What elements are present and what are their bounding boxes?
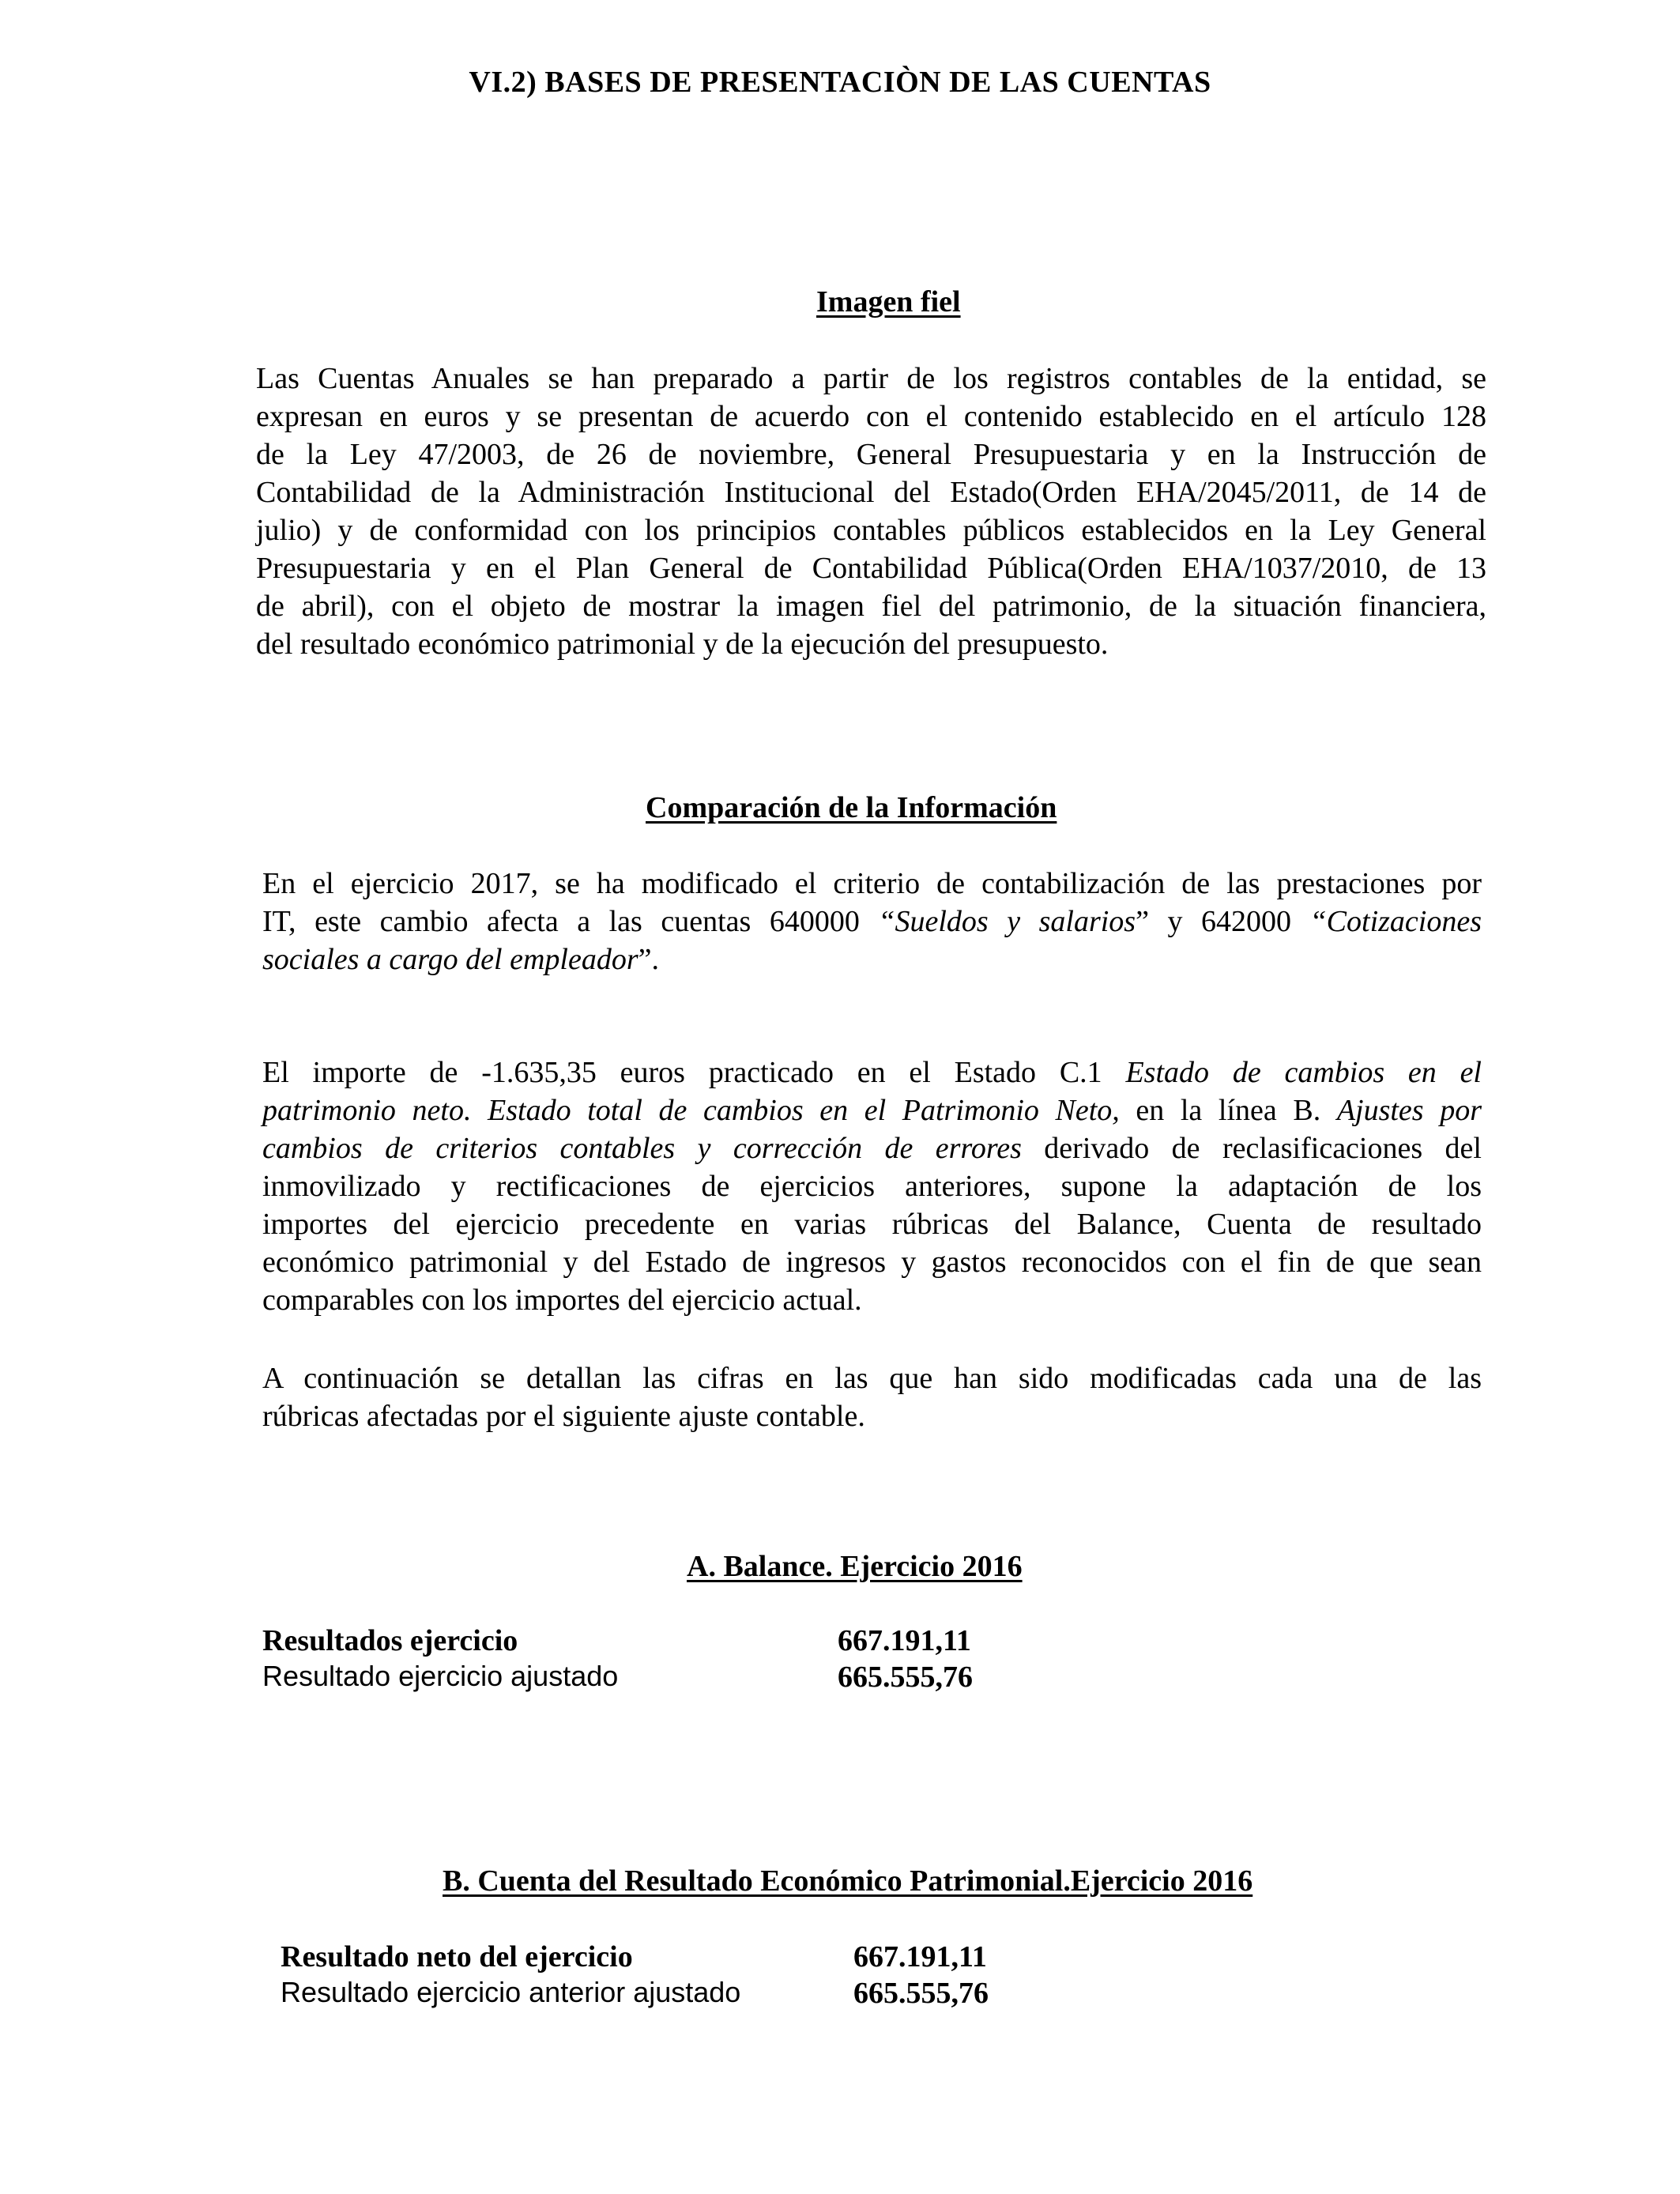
row-value: 665.555,76: [838, 1661, 973, 1694]
text-run-italic: Ajustes por: [1336, 1094, 1482, 1127]
paragraph-line: [262, 1054, 1482, 1091]
section-heading-comparacion: Comparación de la Información: [646, 791, 1057, 824]
text-run: ”.: [638, 943, 659, 976]
text-run-italic: sociales a cargo del empleador: [262, 943, 638, 976]
paragraph-line: Contabilidad de la Administración Institucional del Estado(Orden EHA/2045/2011, de 14 de: [256, 476, 1486, 509]
imagen-fiel-paragraph: [256, 360, 1486, 663]
comparacion-paragraph-3: [262, 1359, 1482, 1435]
paragraph-line: Las Cuentas Anuales se han preparado a partir de los registros contables de la entidad, se: [256, 362, 1486, 395]
paragraph-line: [262, 1091, 1482, 1129]
row-label: Resultados ejercicio: [262, 1624, 518, 1657]
comparacion-paragraph-2: [262, 1054, 1482, 1319]
text-run: derivado de reclasificaciones del: [1021, 1132, 1482, 1165]
row-label: Resultado neto del ejercicio: [281, 1940, 633, 1973]
text-run: El importe de -1.635,35 euros practicado en el Estado C.1: [262, 1056, 1126, 1089]
text-run-italic: cambios de criterios contables y corrección de errores: [262, 1132, 1022, 1165]
paragraph-line: de la Ley 47/2003, de 26 de noviembre, General Presupuestaria y en la Instrucción de: [256, 438, 1486, 471]
cuenta-row: [281, 1976, 1071, 2014]
row-label: Resultado ejercicio ajustado: [262, 1660, 619, 1692]
text-run-italic: “Sueldos y salarios: [878, 905, 1136, 938]
page-title: VI.2) BASES DE PRESENTACIÒN DE LAS CUENTAS: [469, 66, 1211, 99]
paragraph-line: A continuación se detallan las cifras en las que han sido modificadas cada una de las: [262, 1362, 1482, 1395]
row-value: 665.555,76: [853, 1977, 989, 2010]
paragraph-line: [262, 941, 1482, 978]
paragraph-line: expresan en euros y se presentan de acuerdo con el contenido establecido en el artículo 128: [256, 400, 1486, 433]
paragraph-line: económico patrimonial y del Estado de ingresos y gastos reconocidos con el fin de que sean: [262, 1246, 1482, 1279]
section-heading-cuenta-resultado: B. Cuenta del Resultado Económico Patrimonial.Ejercicio 2016: [443, 1864, 1253, 1898]
cuenta-row: [281, 1940, 1071, 1977]
text-run-italic: patrimonio neto. Estado total de cambios en el Patrimonio Neto,: [262, 1094, 1120, 1127]
row-value: 667.191,11: [838, 1624, 971, 1657]
text-run-italic: Estado de cambios en el: [1125, 1056, 1482, 1089]
balance-row: [262, 1623, 1053, 1661]
paragraph-line: Presupuestaria y en el Plan General de Contabilidad Pública(Orden EHA/1037/2010, de 13: [256, 552, 1486, 585]
section-heading-imagen-fiel: Imagen fiel: [816, 285, 961, 319]
text-run-italic: “Cotizaciones: [1309, 905, 1482, 938]
paragraph-line: de abril), con el objeto de mostrar la imagen fiel del patrimonio, de la situación financiera,: [256, 590, 1486, 623]
paragraph-line: [262, 1129, 1482, 1167]
comparacion-paragraph-1: [262, 865, 1482, 978]
paragraph-line: inmovilizado y rectificaciones de ejercicios anteriores, supone la adaptación de los: [262, 1170, 1482, 1203]
text-run: en la línea B.: [1119, 1094, 1337, 1127]
paragraph-line: importes del ejercicio precedente en varias rúbricas del Balance, Cuenta de resultado: [262, 1208, 1482, 1241]
paragraph-line: julio) y de conformidad con los principios contables públicos establecidos en la Ley General: [256, 514, 1486, 547]
paragraph-line: En el ejercicio 2017, se ha modificado el criterio de contabilización de las prestaciones por: [262, 867, 1482, 900]
row-label: Resultado ejercicio anterior ajustado: [281, 1976, 741, 2008]
paragraph-line: [262, 903, 1482, 941]
text-run: IT, este cambio afecta a las cuentas 640000: [262, 905, 879, 938]
paragraph-line: del resultado económico patrimonial y de la ejecución del presupuesto.: [256, 628, 1109, 661]
paragraph-line: comparables con los importes del ejercicio actual.: [262, 1284, 862, 1317]
row-value: 667.191,11: [853, 1940, 987, 1973]
section-heading-balance: A. Balance. Ejercicio 2016: [687, 1550, 1023, 1583]
paragraph-line: rúbricas afectadas por el siguiente ajuste contable.: [262, 1400, 865, 1433]
balance-row: [262, 1660, 1053, 1698]
text-run: ” y 642000: [1136, 905, 1310, 938]
